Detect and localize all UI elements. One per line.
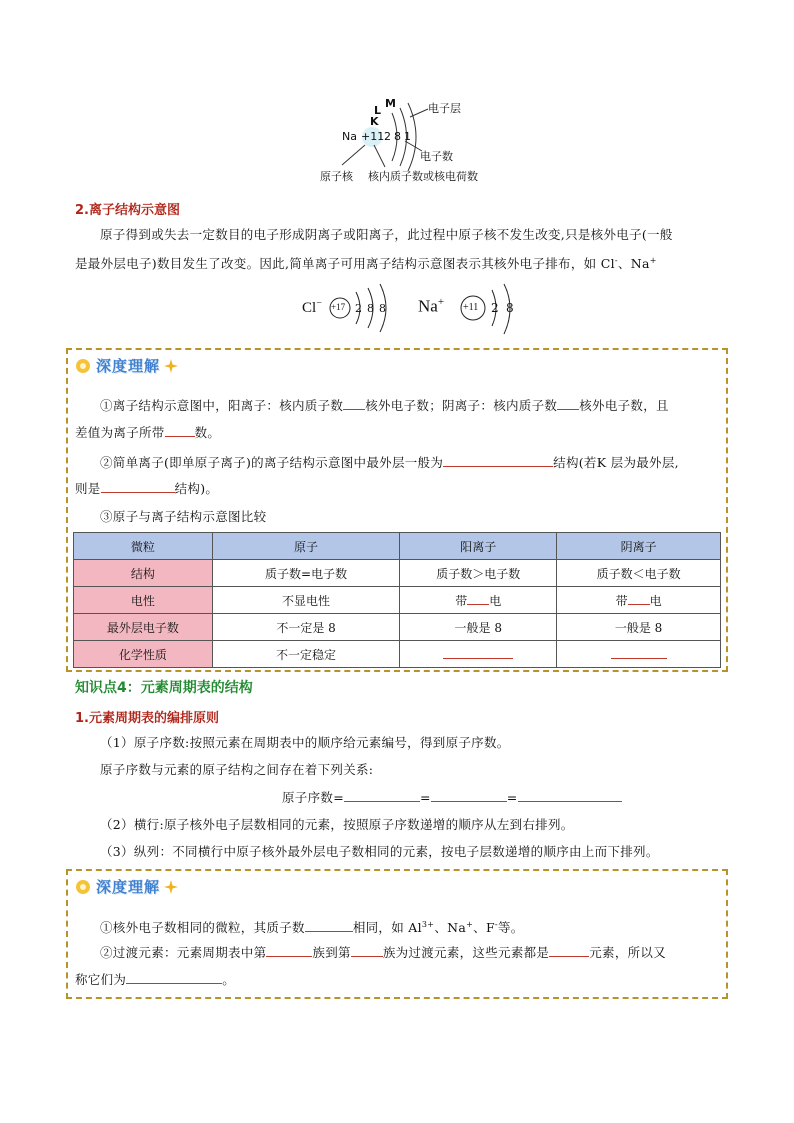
ion-cl-charge: − [316,298,322,309]
ion-cl-electrons-3: 8 [379,302,386,315]
comparison-table [73,532,721,668]
ion-cl-symbol [302,298,322,317]
box1-line4-a: 则是 [75,481,101,496]
table-header-row [74,533,721,560]
atom-structure-diagram [310,95,500,187]
na-charge-sup: + [649,256,657,265]
blank-eq-2[interactable] [431,789,507,802]
section-heading-ion-diagram: 2.离子结构示意图 [75,203,180,218]
box1-line1-a: ①离子结构示意图中，阳离子：核内质子数 [100,398,344,413]
table-cell-text: 电 [489,593,502,608]
table-cell: 不一定是 8 [212,614,400,641]
ion-na-charge: + [437,296,445,308]
box2-line2-b: 族到第 [312,945,351,960]
box2-line2-c: 族为过渡元素，这些元素都是 [382,945,550,960]
box2-line2-a: ②过渡元素：元素周期表中第 [100,945,267,960]
equation-equals: = [506,790,518,805]
kp4-subheading: 1.元素周期表的编排原则 [75,711,219,726]
al-charge-sup: 3+ [421,920,435,929]
table-row [74,641,721,668]
sparkle-icon [164,880,178,894]
arrow-layer [410,109,428,117]
table-header-cell: 微粒 [74,533,213,560]
box2-line3 [75,967,235,993]
blank-group-end[interactable] [351,944,383,957]
atom-electrons-m: 1 [404,130,411,143]
equation-lhs: 原子序数= [282,790,344,805]
table-cell-text: 带 [455,593,468,608]
box2-line2-d: 元素，所以又 [589,945,667,960]
table-cell: 质子数=电子数 [212,560,400,587]
box1-line2-b: 数。 [194,425,221,440]
ion-na-nucleus: +11 [463,302,479,313]
ion-cl-nucleus: +17 [331,302,346,312]
box1-line1 [100,393,669,419]
atom-symbol: Na [342,130,357,143]
ion-cl-symbol-text: Cl [302,300,317,316]
blank-charge-count[interactable] [165,424,195,437]
blank-stable-structure[interactable] [443,454,553,467]
box1-line3-b: 结构(若K 层为最外层, [553,455,679,470]
cl-charge-sup: - [614,256,618,265]
label-electron-layer: 电子层 [428,102,461,115]
table-row-label: 化学性质 [74,641,213,668]
blank-anion-compare[interactable] [557,397,579,410]
table-row-label: 最外层电子数 [74,614,213,641]
na-charge-sup: + [466,920,474,929]
table-cell: 质子数＞电子数 [400,560,557,587]
box1-line2 [75,420,220,446]
blank-alt-name[interactable] [126,971,222,984]
deep-understanding-title-2: 深度理解 [96,878,161,896]
ion-na-symbol-text: Na [418,296,438,316]
section2-paragraph-line1: 原子得到或失去一定数目的电子形成阴离子或阳离子，此过程中原子核不发生改变,只是核外电子(一般 [100,227,673,242]
blank-cation-chem[interactable] [443,646,513,659]
blank-proton-relation[interactable] [305,919,353,932]
box2-line1-b: 相同，如 Al [352,920,422,936]
ion-na-electrons-2: 8 [506,301,514,315]
arrow-charge [374,145,385,167]
box2-line1 [100,912,524,941]
table-header-cell: 原子 [212,533,400,560]
table-cell: 不一定稳定 [212,641,400,668]
ion-diagram-na [418,282,528,338]
atom-electrons-l: 8 [394,130,401,143]
table-cell [557,587,721,614]
blank-element-type[interactable] [549,944,589,957]
table-cell-text: 带 [615,593,628,608]
atom-nucleus-charge: +11 [361,130,385,143]
equation-equals: = [419,790,431,805]
atom-electrons-k: 2 [384,130,391,143]
shell-label-l: L [374,104,382,117]
kp4-para4: （3）纵列：不同横行中原子核外最外层电子数相同的元素，按电子层数递增的顺序由上而下排列。 [100,844,659,859]
blank-cation-charge[interactable] [467,592,489,605]
box1-line3 [100,450,679,476]
blank-eq-3[interactable] [518,789,622,802]
table-cell: 一般是 8 [400,614,557,641]
deep-understanding-badge-2 [74,876,178,897]
table-row-label: 结构 [74,560,213,587]
table-cell: 质子数＜电子数 [557,560,721,587]
box1-line4-b: 结构)。 [174,481,219,496]
kp4-para1: （1）原子序数:按照元素在周期表中的顺序给元素编号，得到原子序数。 [100,735,510,750]
table-row [74,614,721,641]
ion-na-electrons-1: 2 [491,301,499,315]
box2-line3-a: 称它们为 [75,972,127,987]
section2-paragraph-tail: 、Na [617,256,650,272]
table-cell [400,641,557,668]
table-cell: 不显电性 [212,587,400,614]
table-cell [557,641,721,668]
table-header-cell: 阴离子 [557,533,721,560]
ion-cl-electrons-2: 8 [367,302,374,315]
box1-line1-c: 核外电子数，且 [579,398,669,413]
box2-line1-e: 等。 [497,920,524,936]
table-cell [400,587,557,614]
ion-diagram-cl [300,282,410,338]
f-charge-sup: - [494,920,498,929]
box2-line1-a: ①核外电子数相同的微粒，其质子数 [100,920,305,936]
box1-line4 [75,476,218,502]
box2-line1-d: 、F [473,920,495,936]
box1-line5: ③原子与离子结构示意图比较 [100,509,267,524]
blank-eq-1[interactable] [344,789,420,802]
lightbulb-icon [74,357,92,375]
kp4-para2: 原子序数与元素的原子结构之间存在着下列关系: [100,762,374,777]
table-header-cell: 阳离子 [400,533,557,560]
deep-understanding-title-1: 深度理解 [96,357,161,375]
section2-paragraph-text: 是最外层电子)数目发生了改变。因此,简单离子可用离子结构示意图表示其核外电子排布，如 Cl [75,256,615,272]
shell-label-k: K [370,115,379,128]
arrow-nucleus [342,145,365,165]
knowledge-point-4-heading: 知识点4：元素周期表的结构 [75,680,253,696]
blank-cation-compare[interactable] [343,397,365,410]
label-nuclear-charge: 核内质子数或核电荷数 [368,170,478,183]
ion-na-symbol [418,296,444,317]
blank-anion-chem[interactable] [611,646,667,659]
lightbulb-icon [74,878,92,896]
table-cell-text: 电 [649,593,662,608]
kp4-para3: （2）横行:原子核外电子层数相同的元素，按照原子序数递增的顺序从左到右排列。 [100,817,574,832]
shell-label-m: M [385,97,396,110]
table-row [74,560,721,587]
section2-paragraph-line2 [75,248,735,277]
table-cell: 一般是 8 [557,614,721,641]
kp4-equation [282,785,622,811]
box2-line3-b: 。 [222,972,236,987]
sparkle-icon [164,359,178,373]
box1-line2-a: 差值为离子所带 [75,425,165,440]
box2-line1-c: 、Na [434,920,467,936]
blank-group-start[interactable] [266,944,312,957]
box1-line1-b: 核外电子数；阴离子：核内质子数 [365,398,558,413]
label-nucleus: 原子核 [320,170,353,183]
deep-understanding-badge-1 [74,355,178,376]
blank-anion-charge[interactable] [628,592,650,605]
box2-line2 [100,940,666,966]
table-row-label: 电性 [74,587,213,614]
box1-line3-a: ②简单离子(即单原子离子)的离子结构示意图中最外层一般为 [100,455,444,470]
label-electron-count: 电子数 [420,150,453,163]
ion-cl-electrons-1: 2 [355,302,362,315]
blank-k-shell-structure[interactable] [101,480,175,493]
table-row [74,587,721,614]
